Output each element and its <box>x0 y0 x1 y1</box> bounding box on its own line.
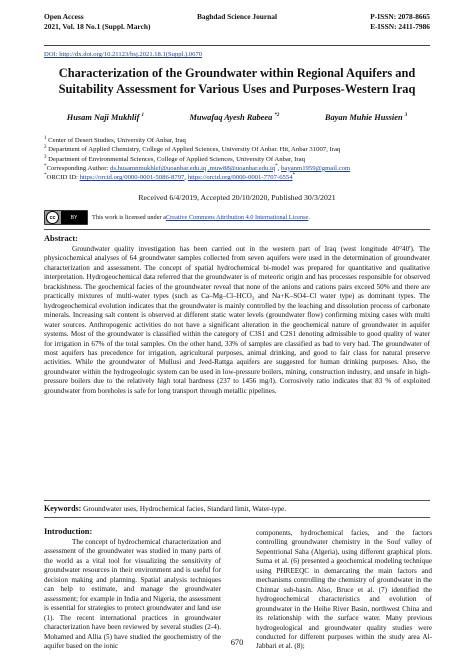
author-1: Husam Naji Mukhlif $^1$ <box>66 113 144 122</box>
email-link[interactable]: ds.husamnmukhlef@uoanbar.edu.iq ,muw88@uoanbar.edu.iq <box>110 164 276 172</box>
paper-title: Characterization of the Groundwater within Regional Aquifers and Suitability Assessment for Various Uses and Purposes-Western Iraq <box>58 66 416 96</box>
abstract-heading: Abstract: <box>44 234 78 243</box>
affiliation-1: $^1$ Center of Desert Studies, University Of Anbar, Iraq <box>44 135 186 144</box>
header-divider <box>44 45 430 46</box>
cc-by-icon[interactable]: cc BY <box>44 210 88 225</box>
orcid-link-2[interactable]: https://orcid.org/0000-0001-7707-6554 <box>187 174 293 182</box>
author-2: Muwafaq Ayesh Rabeea $^{*2}$ <box>189 113 280 122</box>
author-3: Bayan Muhie Hussien $^3$ <box>324 113 408 122</box>
abstract-bottom-divider <box>44 500 430 501</box>
abstract-top-divider <box>44 229 430 230</box>
author-list <box>44 113 430 122</box>
abstract-body: Groundwater quality investigation has been carried out in the western part of Iraq (west longitude 40°40'). The physicochemical analyses of 64 groundwater samples collected from seven aquifers were used in the determination of groundwater characterization and assessment. The concept of spatial hydrochemical bi-model was prepared for quantitative and qualitative interpretation. Hydrogeochemical data referred that the groundwater is of meteoric origin and has processes responsible for observed brackishness. The geochemical facies of the groundwater reveal that none of the anions and cations pairs exceed 50% and there are practically mixtures of multi-water types (such as Ca–Mg–Cl–HCO₃ and Na+K–SO4–Cl water type) as dominant types. The hydrogeochemical evolution indicates that the groundwater is mainly controlled by the leaching and dissolution process of carbonate minerals. Increasing salt content is observed at different static water levels (groundwater flow) confirming mixing cases with multi water sources. Anthropogenic activities do not have a significant alteration in the geochemical nature of groundwater in aquifer systems. Most of the groundwater is classified within the category of C3S1 and C2S1 denoting admissible to good quality of water for irrigation in 67% of the total samples. On the other hand, 33% of samples are classified as bad to very bad. The groundwater of most aquifers has precedence for irrigation, agricultural purposes, animal drinking, and good to fair class for natural preserve activities. While the groundwater of Mullusi and Jeed-Rattga aquifers are suggested for human drinking purposes. Also, the groundwater within the hydrogeologic system can be used in low-pressure boilers, mining, construction industry, and unsafe in high-pressure boilers due to the relatively high total hardness (237 to 1456 mg/l). Corrosively ratio indicates that 83 % of exploited groundwater from boreholes is safe for long transport through metallic pipelines. <box>44 245 430 395</box>
electronic-issn: E-ISSN: 2411-7986 <box>370 21 430 31</box>
license-text: This work is licensed under a <box>92 214 166 221</box>
journal-name: Baghdad Science Journal <box>196 12 278 21</box>
publication-dates: Received 6/4/2019, Accepted 20/10/2020, Published 30/3/2021 <box>138 193 336 202</box>
license-link[interactable]: Creative Commons Attribution 4.0 International License <box>165 214 309 221</box>
affiliations <box>44 136 430 182</box>
running-header <box>44 12 430 31</box>
keywords-text: Groundwater uses, Hydrochemical facies, Standard limit, Water-type. <box>81 504 287 513</box>
keywords-label: Keywords: <box>44 504 82 513</box>
introduction-heading: Introduction: <box>44 527 93 536</box>
orcid-line: *ORCID ID: https://orcid.org/0000-0001-5086-8797, https://orcid.org/0000-0001-7707-6554* <box>44 172 296 182</box>
keywords-line <box>44 504 430 513</box>
email-link-3[interactable]: bayanm1959@gmail.com <box>281 164 351 172</box>
volume-info: 2021, Vol. 18 No.1 (Suppl. March) <box>44 21 151 31</box>
affiliation-3: $^3$ Department of Environmental Sciences, College of Applied Sciences, University Of Anbar, Iraq <box>44 154 305 163</box>
doi-line <box>44 51 202 58</box>
orcid-link-1[interactable]: https://orcid.org/0000-0001-5086-8797 <box>79 174 185 182</box>
keywords-divider <box>44 517 430 518</box>
page-number: 670 <box>230 638 244 647</box>
affiliation-2: $^2$ Department of Applied Chemistry, College of Applied Sciences, University Of Anbar. Hit, Anbar 31007, Iraq <box>44 145 341 154</box>
license-line: cc BY This work is licensed under a Creative Commons Attribution 4.0 International License . <box>44 210 310 225</box>
introduction-left-column: The concept of hydrochemical characterization and assessment of the groundwater was studied in many parts of the world as a vital tool for visualizing the sensitivity of groundwater resources in their environment and is useful for decision making and planning. Spatial analysis techniques can help to estimate, and manage the groundwater assessment; for example in India and Nigeria, the assessment is essential for strategies to protect groundwater and land use (1). The recent international practices in groundwater characterization have been reviewed by several studies (2-4). Mohamed and Allia (5) have studied the geochemistry of the aquifer based on the ionic <box>44 538 221 650</box>
print-issn: P-ISSN: 2078-8665 <box>370 12 430 21</box>
access-label: Open Access <box>44 12 84 21</box>
introduction-right-column: components, hydrochemical facies, and the factors controlling groundwater chemistry in the Souf valley of Sepentrional Saha (Algeria), using different graphical plots. Suma et al. (6) presented a geochemical modeling technique using PHREEQC in demarcating the main factors and mechanisms controlling the chemistry of groundwater in the Chinnar sub-basin. Also, Bruce et al. (7) identified the hydrogeochemical characteristics and evolution of groundwater in the Heihe River Basin, northwest China and its relationship with the surface water. Many previous hydrogeological and groundwater quality studies were conducted for different purposes within the study area Al-Jabbari et al. (8); <box>256 529 432 651</box>
corresponding-author: *Corresponding Author: ds.husamnmukhlef@uoanbar.edu.iq ,muw88@uoanbar.edu.iq*, bayanm1959@gmail.com <box>44 163 351 172</box>
doi-link[interactable]: DOI: http://dx.doi.org/10.21123/bsj.2021.18.1(Suppl.).0670 <box>44 51 203 58</box>
